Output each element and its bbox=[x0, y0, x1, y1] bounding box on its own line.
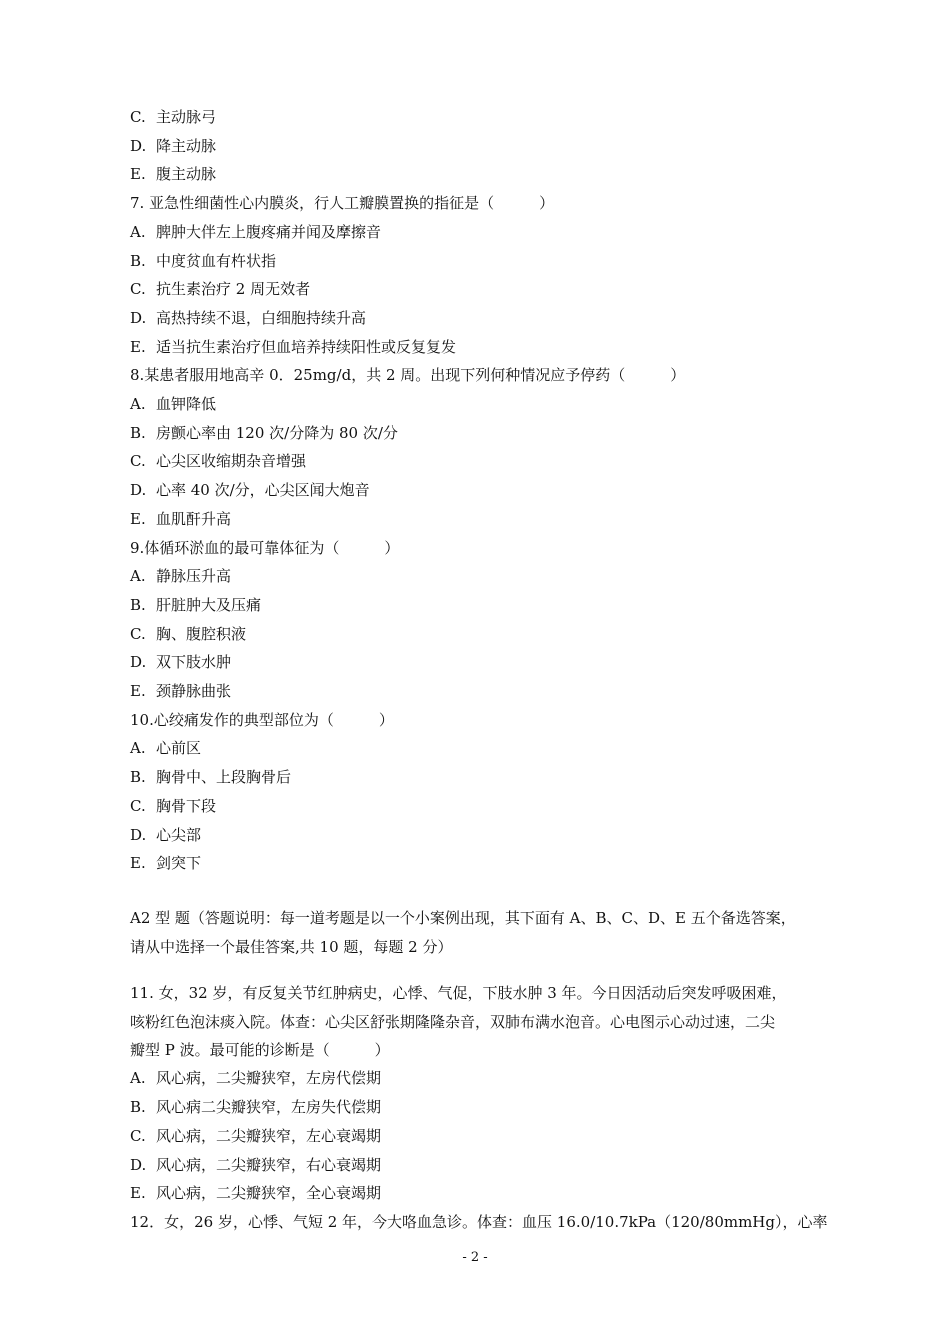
option-letter: D. bbox=[130, 137, 147, 155]
option-letter: A. bbox=[130, 1069, 146, 1087]
option-line bbox=[130, 767, 850, 787]
option-text: 心尖区收缩期杂音增强 bbox=[156, 452, 307, 470]
option-letter: B. bbox=[130, 1098, 146, 1116]
option-line bbox=[130, 652, 850, 672]
option-letter: D. bbox=[130, 1156, 147, 1174]
option-letter: D. bbox=[130, 826, 147, 844]
option-line bbox=[130, 595, 850, 615]
option-text: 心率 40 次/分，心尖区闻大炮音 bbox=[156, 481, 370, 499]
section-a2-header-line1: A2 型 题（答题说明：每一道考题是以一个小案例出现，其下面有 A、B、C、D、E 五个备选答案， bbox=[130, 909, 796, 927]
option-line bbox=[130, 451, 850, 471]
option-text: 中度贫血有杵状指 bbox=[156, 252, 277, 270]
option-text: 静脉压升高 bbox=[156, 567, 232, 585]
option-letter: E. bbox=[130, 510, 146, 528]
option-line bbox=[130, 251, 850, 271]
option-text: 风心病，二尖瓣狭窄，全心衰竭期 bbox=[156, 1184, 382, 1202]
option-letter: A. bbox=[130, 223, 146, 241]
option-line bbox=[130, 337, 850, 357]
option-letter: A. bbox=[130, 567, 146, 585]
option-letter: C. bbox=[130, 1127, 146, 1145]
option-line bbox=[130, 1155, 850, 1175]
option-letter: C. bbox=[130, 108, 146, 126]
question-stem: 10.心绞痛发作的典型部位为（ ） bbox=[130, 711, 394, 729]
option-letter: E. bbox=[130, 338, 146, 356]
question-12-line1: 12．女，26 岁，心悸、气短 2 年，今大咯血急诊。体查：血压 16.0/10.7kPa（120/80mmHg），心率 bbox=[130, 1213, 828, 1231]
option-letter: B. bbox=[130, 768, 146, 786]
option-text: 房颤心率由 120 次/分降为 80 次/分 bbox=[156, 424, 398, 442]
option-letter: C. bbox=[130, 280, 146, 298]
option-line bbox=[130, 566, 850, 586]
option-text: 肝脏肿大及压痛 bbox=[156, 596, 262, 614]
option-line bbox=[130, 681, 850, 701]
option-line bbox=[130, 423, 850, 443]
option-letter: E. bbox=[130, 682, 146, 700]
option-text: 风心病，二尖瓣狭窄，右心衰竭期 bbox=[156, 1156, 382, 1174]
option-line bbox=[130, 509, 850, 529]
question-11-line2: 咳粉红色泡沫痰入院。体查：心尖区舒张期隆隆杂音，双肺布满水泡音。心电图示心动过速，二尖 bbox=[130, 1013, 776, 1031]
option-line bbox=[130, 738, 850, 758]
option-line bbox=[130, 1068, 850, 1088]
option-line bbox=[130, 825, 850, 845]
option-text: 风心病，二尖瓣狭窄，左心衰竭期 bbox=[156, 1127, 382, 1145]
option-text: 降主动脉 bbox=[156, 137, 217, 155]
option-text: 主动脉弓 bbox=[156, 108, 217, 126]
option-line bbox=[130, 136, 850, 156]
option-line bbox=[130, 624, 850, 644]
question-stem: 8.某患者服用地高辛 0．25mg/d，共 2 周。出现下列何种情况应予停药（ ） bbox=[130, 366, 686, 384]
option-line bbox=[130, 853, 850, 873]
option-line bbox=[130, 164, 850, 184]
section-a2-header-line2: 请从中选择一个最佳答案,共 10 题，每题 2 分） bbox=[130, 938, 453, 956]
option-letter: E. bbox=[130, 165, 146, 183]
option-line bbox=[130, 796, 850, 816]
option-line bbox=[130, 308, 850, 328]
option-text: 胸骨中、上段胸骨后 bbox=[156, 768, 292, 786]
option-letter: D. bbox=[130, 653, 147, 671]
option-line bbox=[130, 279, 850, 299]
option-letter: B. bbox=[130, 252, 146, 270]
option-text: 血钾降低 bbox=[156, 395, 217, 413]
option-letter: A. bbox=[130, 739, 146, 757]
option-letter: E. bbox=[130, 854, 146, 872]
option-text: 胸、腹腔积液 bbox=[156, 625, 247, 643]
option-text: 脾肿大伴左上腹疼痛并闻及摩擦音 bbox=[156, 223, 382, 241]
option-text: 心尖部 bbox=[156, 826, 202, 844]
option-line bbox=[130, 1183, 850, 1203]
option-line bbox=[130, 222, 850, 242]
question-11-line1: 11. 女，32 岁，有反复关节红肿病史，心悸、气促，下肢水肿 3 年。今日因活动后突发呼吸困难， bbox=[130, 984, 787, 1002]
option-text: 风心病，二尖瓣狭窄，左房代偿期 bbox=[156, 1069, 382, 1087]
option-text: 适当抗生素治疗但血培养持续阳性或反复复发 bbox=[156, 338, 457, 356]
question-11-line3: 瓣型 P 波。最可能的诊断是（ ） bbox=[130, 1041, 390, 1059]
option-text: 腹主动脉 bbox=[156, 165, 217, 183]
option-text: 胸骨下段 bbox=[156, 797, 217, 815]
option-text: 颈静脉曲张 bbox=[156, 682, 232, 700]
option-text: 高热持续不退，白细胞持续升高 bbox=[156, 309, 367, 327]
option-line bbox=[130, 1097, 850, 1117]
option-letter: C. bbox=[130, 797, 146, 815]
option-letter: D. bbox=[130, 309, 147, 327]
option-text: 血肌酐升高 bbox=[156, 510, 232, 528]
question-stem: 7. 亚急性细菌性心内膜炎，行人工瓣膜置换的指征是（ ） bbox=[130, 194, 555, 212]
option-letter: C. bbox=[130, 452, 146, 470]
option-letter: A. bbox=[130, 395, 146, 413]
option-text: 心前区 bbox=[156, 739, 202, 757]
option-text: 双下肢水肿 bbox=[156, 653, 232, 671]
option-line bbox=[130, 1126, 850, 1146]
option-text: 剑突下 bbox=[156, 854, 202, 872]
option-letter: E. bbox=[130, 1184, 146, 1202]
option-letter: B. bbox=[130, 596, 146, 614]
option-line bbox=[130, 394, 850, 414]
option-letter: C. bbox=[130, 625, 146, 643]
question-stem: 9.体循环淤血的最可靠体征为（ ） bbox=[130, 539, 400, 557]
option-letter: D. bbox=[130, 481, 147, 499]
option-text: 抗生素治疗 2 周无效者 bbox=[156, 280, 311, 298]
option-letter: B. bbox=[130, 424, 146, 442]
option-line bbox=[130, 107, 850, 127]
page-number: - 2 - bbox=[462, 1250, 488, 1265]
option-text: 风心病二尖瓣狭窄，左房失代偿期 bbox=[156, 1098, 382, 1116]
option-line bbox=[130, 480, 850, 500]
